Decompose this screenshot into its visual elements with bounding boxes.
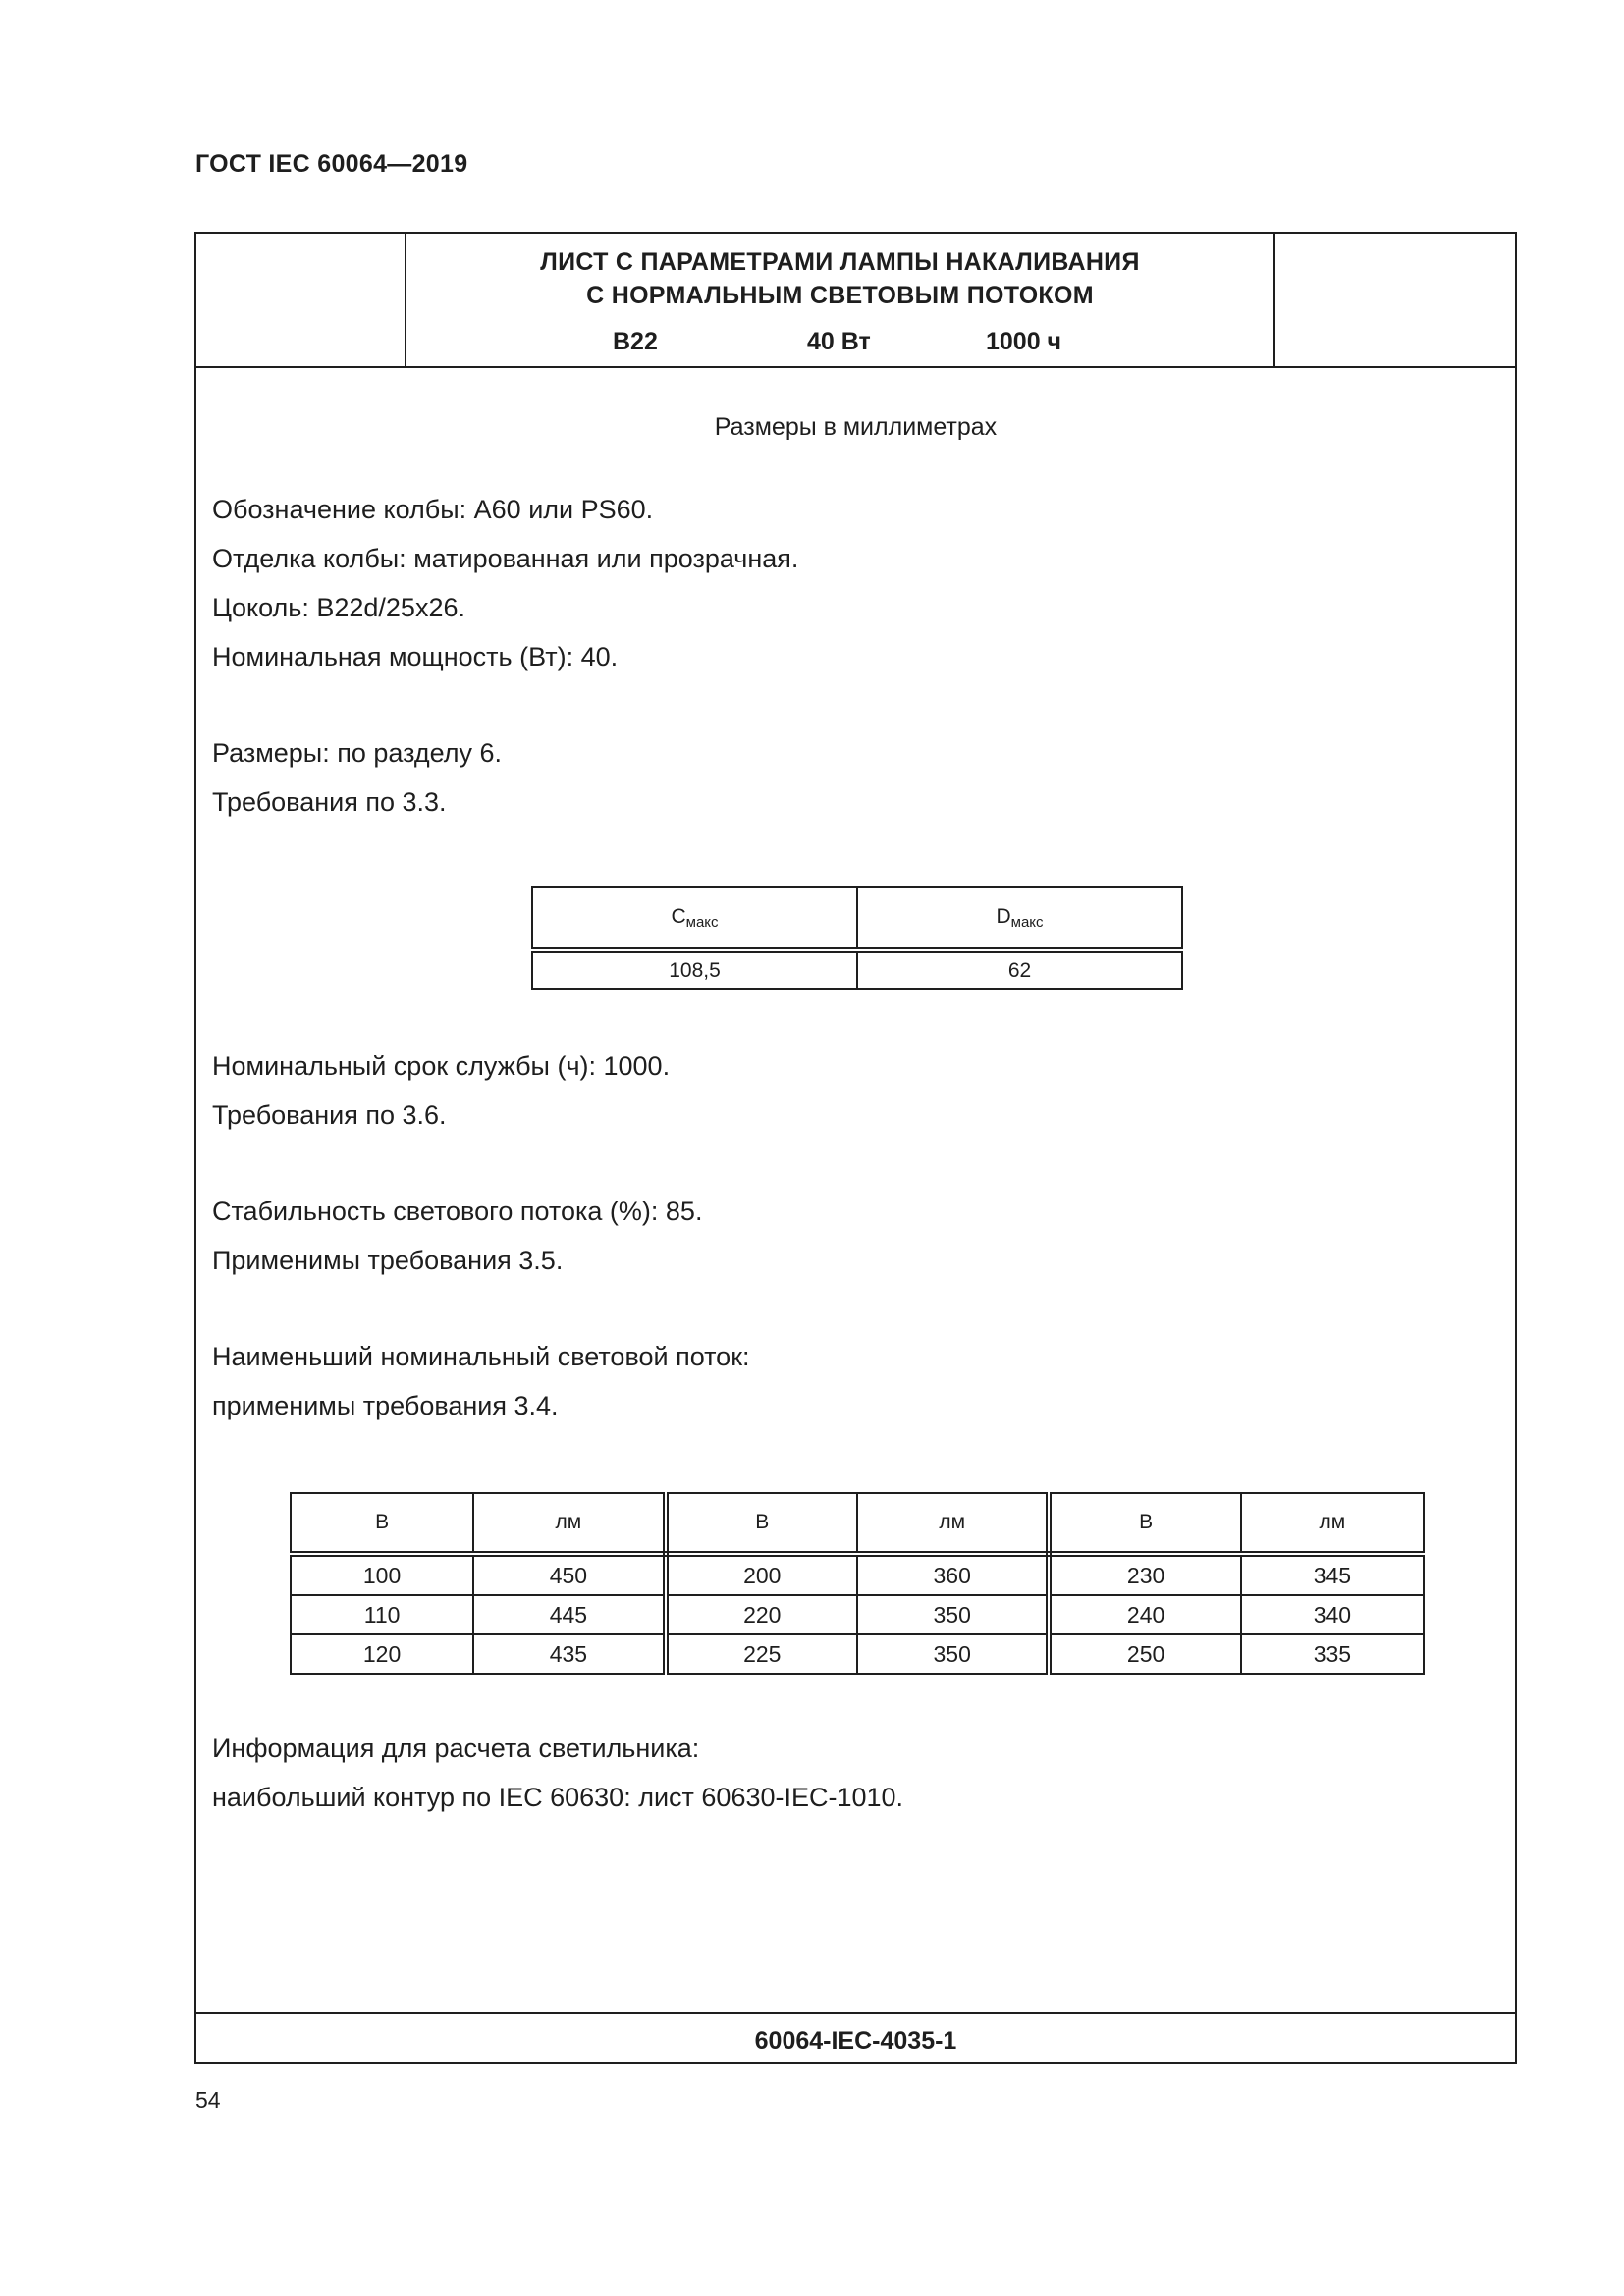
flux-col-lumens-1: лм xyxy=(473,1493,665,1554)
dimension-table xyxy=(531,886,1183,990)
bulb-finish: Отделка колбы: матированная или прозрачная. xyxy=(212,544,799,573)
flux-cell: 200 xyxy=(666,1554,857,1595)
document-code: ГОСТ IEC 60064—2019 xyxy=(195,150,468,178)
luminaire-info: Информация для расчета светильника: xyxy=(212,1734,700,1763)
max-contour-info: наибольший контур по IEC 60630: лист 60630-IEC-1010. xyxy=(212,1783,904,1812)
flux-table-header xyxy=(291,1493,1424,1554)
bulb-designation: Обозначение колбы: A60 или PS60. xyxy=(212,495,654,524)
sheet-title-line2: С НОРМАЛЬНЫМ СВЕТОВЫМ ПОТОКОМ xyxy=(586,282,1094,309)
flux-cell: 220 xyxy=(666,1595,857,1634)
flux-stability: Стабильность светового потока (%): 85. xyxy=(212,1197,703,1226)
flux-cell: 250 xyxy=(1049,1634,1240,1674)
flux-cell: 120 xyxy=(291,1634,473,1674)
rated-wattage: Номинальная мощность (Вт): 40. xyxy=(212,642,619,671)
sheet-title-line1: ЛИСТ С ПАРАМЕТРАМИ ЛАМПЫ НАКАЛИВАНИЯ xyxy=(540,248,1140,276)
flux-cell: 350 xyxy=(857,1595,1049,1634)
rated-life: Номинальный срок службы (ч): 1000. xyxy=(212,1051,671,1081)
footer-divider xyxy=(196,2012,1515,2014)
dimensions-ref: Размеры: по разделу 6. xyxy=(212,738,503,768)
flux-col-volts-3: В xyxy=(1049,1493,1240,1554)
flux-col-lumens-3: лм xyxy=(1241,1493,1424,1554)
flux-table-row xyxy=(291,1595,1424,1634)
sheet-title xyxy=(406,245,1273,312)
flux-cell: 335 xyxy=(1241,1634,1424,1674)
min-rated-flux: Наименьший номинальный световой поток: xyxy=(212,1342,750,1371)
header-power: 40 Вт xyxy=(807,328,871,355)
luminous-flux-table xyxy=(290,1492,1425,1675)
header-life: 1000 ч xyxy=(986,328,1062,355)
header-divider xyxy=(196,366,1515,368)
flux-col-lumens-2: лм xyxy=(857,1493,1049,1554)
flux-cell: 350 xyxy=(857,1634,1049,1674)
flux-cell: 340 xyxy=(1241,1595,1424,1634)
d-max-value: 62 xyxy=(857,950,1182,989)
page-number: 54 xyxy=(195,2087,221,2112)
dimensions-requirements: Требования по 3.3. xyxy=(212,787,447,817)
c-max-header: $C_{макс}$ xyxy=(532,887,857,950)
stability-requirements: Применимы требования 3.5. xyxy=(212,1246,564,1275)
d-max-header: $D_{макс}$ xyxy=(857,887,1182,950)
sheet-id: 60064-IEC-4035-1 xyxy=(754,2027,957,2055)
flux-cell: 345 xyxy=(1241,1554,1424,1595)
data-sheet-frame xyxy=(194,232,1517,2064)
c-max-value: 108,5 xyxy=(532,950,857,989)
flux-table-row xyxy=(291,1554,1424,1595)
cap-base: Цоколь: B22d/25x26. xyxy=(212,593,465,622)
life-requirements: Требования по 3.6. xyxy=(212,1100,447,1130)
flux-cell: 240 xyxy=(1049,1595,1240,1634)
flux-cell: 110 xyxy=(291,1595,473,1634)
header-right-cell xyxy=(1273,234,1515,366)
flux-cell: 360 xyxy=(857,1554,1049,1595)
dimension-table-header xyxy=(532,887,1182,950)
flux-cell: 225 xyxy=(666,1634,857,1674)
dimension-table-values xyxy=(532,950,1182,989)
header-cap: B22 xyxy=(613,328,658,355)
flux-col-volts-2: В xyxy=(666,1493,857,1554)
flux-requirements: применимы требования 3.4. xyxy=(212,1391,559,1420)
flux-table-row xyxy=(291,1634,1424,1674)
flux-col-volts-1: В xyxy=(291,1493,473,1554)
flux-cell: 445 xyxy=(473,1595,665,1634)
header-left-cell xyxy=(196,234,406,366)
flux-cell: 100 xyxy=(291,1554,473,1595)
flux-cell: 435 xyxy=(473,1634,665,1674)
flux-cell: 450 xyxy=(473,1554,665,1595)
flux-cell: 230 xyxy=(1049,1554,1240,1595)
units-note: Размеры в миллиметрах xyxy=(714,413,998,441)
